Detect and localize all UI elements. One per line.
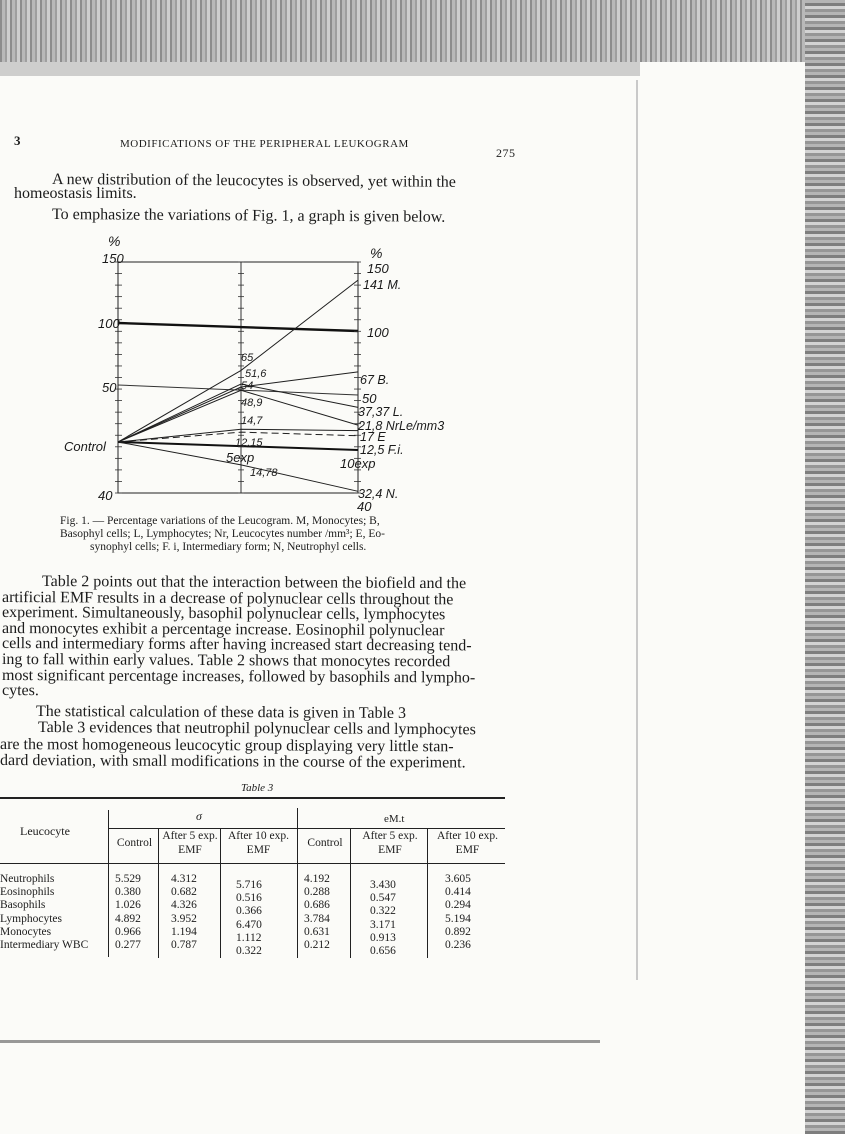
table-cell: 4.326 (171, 899, 197, 912)
body-paragraph-1-line: and monocytes exhibit a percentage increase. Eosinophil polynuclear (1, 619, 445, 640)
table-group-emt: eM.t (384, 813, 405, 825)
left-tick-label: 100 (98, 316, 120, 331)
table-cell: 0.366 (236, 905, 262, 918)
table-column-header: After 10 exp. EMF (228, 830, 289, 856)
series-line-1 (118, 372, 358, 442)
body-paragraph-1-line: ing to fall within early values. Table 2 shows that monocytes recorded (1, 651, 451, 671)
page-number: 275 (496, 146, 516, 160)
mid-value-label: 12,15 (235, 437, 263, 449)
table-rule-group-divider (297, 808, 298, 958)
table-rule-header (0, 863, 505, 864)
x-label: 5exp (226, 450, 255, 465)
series-label: 21,8 NrLe/mm3 (358, 419, 445, 433)
scan-bottom-line (0, 1040, 600, 1043)
table-cell: 0.288 (304, 886, 330, 899)
mid-value-label: 65 (241, 352, 254, 364)
table-cell: 1.194 (171, 925, 197, 938)
left-axis-unit: % (108, 233, 121, 249)
table-cell: 0.212 (304, 939, 330, 951)
table-group-sigma: σ (196, 809, 202, 823)
right-tick-label: 150 (367, 261, 389, 276)
x-label: 10exp (340, 456, 376, 471)
mid-value-label: 54 (241, 380, 254, 392)
left-tick-label: 40 (98, 488, 113, 503)
table-cell: 0.682 (171, 886, 197, 899)
table-rule-v1 (108, 810, 109, 957)
table-cell: 0.516 (236, 892, 262, 905)
figure-caption-line-1: Fig. 1. — Percentage variations of the Leucogram. M, Monocytes; B, (60, 515, 380, 527)
table-cell: 0.631 (304, 925, 330, 938)
body-paragraph-1-line: cells and intermediary forms after having increased start decreasing tend- (1, 635, 472, 655)
series-label: 32,4 N. (358, 487, 399, 501)
series-label: 141 M. (363, 278, 402, 292)
table-cell: 0.380 (115, 886, 141, 899)
table-cell: 3.430 (370, 879, 396, 891)
table-column-header: After 5 exp. EMF (362, 830, 418, 856)
body-paragraph-3-line: dard deviation, with small modifications in the course of the experiment. (0, 752, 466, 772)
table-column-header: After 5 exp. EMF (162, 830, 218, 856)
table-cell: 0.294 (445, 899, 471, 912)
table-row-name: Basophils (0, 899, 46, 912)
body-paragraph-1-line: experiment. Simultaneously, basophil polynuclear cells, lymphocytes (1, 604, 446, 624)
table-cell: 4.192 (304, 873, 330, 885)
table-cell: 0.322 (370, 905, 396, 918)
table-cell: 5.716 (236, 879, 262, 891)
table-cell: 0.686 (304, 899, 330, 912)
body-paragraph-1-line: most significant percentage increases, followed by basophils and lympho- (1, 666, 476, 687)
intro-line-2: homeostasis limits. (14, 185, 137, 202)
table-cell: 0.414 (445, 886, 471, 899)
left-tick-label: 50 (102, 380, 117, 395)
table-cell: 5.529 (115, 873, 141, 885)
table-cell: 0.966 (115, 925, 141, 938)
series-line-0 (118, 280, 358, 442)
table-row-name: Lymphocytes (0, 912, 62, 925)
mid-value-label: 48,9 (241, 397, 263, 409)
table-row-header: Leucocyte (20, 824, 70, 838)
right-tick-label: 50 (362, 391, 377, 406)
table-cell: 0.547 (370, 892, 396, 905)
table-rule-v5 (427, 828, 428, 958)
figure-caption-line-2: Basophyl cells; L, Lymphocytes; Nr, Leucocytes number /mm³; E, Eo- (60, 528, 385, 540)
series-label: 67 B. (360, 373, 390, 387)
series-label: 37,37 L. (358, 405, 404, 419)
left-tick-label: Control (64, 439, 106, 454)
table-cell: 1.112 (236, 931, 262, 944)
table-row-name: Monocytes (0, 925, 52, 938)
body-paragraph-3-line: Table 3 evidences that neutrophil polynuclear cells and lymphocytes (37, 719, 476, 739)
table-cell: 3.952 (171, 912, 197, 925)
body-paragraph-1-line: artificial EMF results in a decrease of polynuclear cells throughout the (1, 588, 454, 608)
figure-1-chart (0, 0, 845, 520)
table-column-header: Control (307, 837, 343, 849)
table-row-name: Eosinophils (0, 886, 55, 899)
table-cell: 4.892 (115, 912, 141, 925)
chart-100-line (118, 323, 358, 331)
series-label: 17 E (360, 430, 386, 444)
table-cell: 0.236 (445, 939, 471, 951)
series-label: 12,5 F.i. (360, 443, 404, 457)
left-tick-label: 150 (102, 251, 124, 266)
table-cell: 0.892 (445, 925, 471, 938)
table-cell: 6.470 (236, 918, 262, 931)
body-paragraph-1-line: cytes. (1, 682, 39, 700)
table-column-header: Control (116, 837, 153, 849)
table-rule-v4 (350, 828, 351, 958)
table-cell: 0.656 (370, 945, 396, 957)
table-cell: 3.605 (445, 873, 471, 885)
table-row-name: Intermediary WBC (0, 939, 89, 951)
table-rule-top (0, 797, 505, 799)
table-cell: 0.277 (115, 939, 141, 951)
table-rule-v2 (158, 828, 159, 958)
figure-caption-line-3: synophyl cells; F. i, Intermediary form; N, Neutrophyl cells. (90, 541, 367, 553)
table-cell: 3.171 (370, 918, 396, 931)
right-tick-label: 40 (357, 499, 372, 514)
body-paragraph-1-line: Table 2 points out that the interaction between the biofield and the (41, 573, 467, 593)
body-paragraph-2: The statistical calculation of these data is given in Table 3 (35, 703, 407, 722)
running-title: MODIFICATIONS OF THE PERIPHERAL LEUKOGRAM (120, 138, 409, 150)
intro-line-1: A new distribution of the leucocytes is observed, yet within the (51, 171, 456, 191)
right-axis-unit: % (370, 245, 383, 261)
table-3-title: Table 3 (241, 782, 274, 794)
section-number: 3 (14, 133, 21, 148)
table-cell: 0.322 (236, 945, 262, 957)
table-row-name: Neutrophils (0, 873, 55, 885)
table-cell: 4.312 (171, 873, 197, 885)
table-cell: 5.194 (445, 912, 471, 925)
series-line-2 (118, 384, 358, 442)
mid-value-label: 14,7 (241, 415, 263, 427)
table-cell: 1.026 (115, 899, 141, 912)
body-paragraph-3-line: are the most homogeneous leucocytic group displaying very little stan- (0, 735, 454, 755)
right-tick-label: 100 (367, 325, 389, 340)
table-cell: 3.784 (304, 912, 330, 925)
mid-value-label: 51,6 (245, 368, 267, 380)
intro-line-3: To emphasize the variations of Fig. 1, a graph is given below. (51, 206, 446, 226)
table-cell: 0.787 (171, 939, 197, 951)
table-column-header: After 10 exp. EMF (437, 830, 498, 856)
chart-50-line (118, 385, 358, 395)
table-cell: 0.913 (370, 931, 396, 944)
mid-value-label: 14,78 (250, 467, 278, 479)
